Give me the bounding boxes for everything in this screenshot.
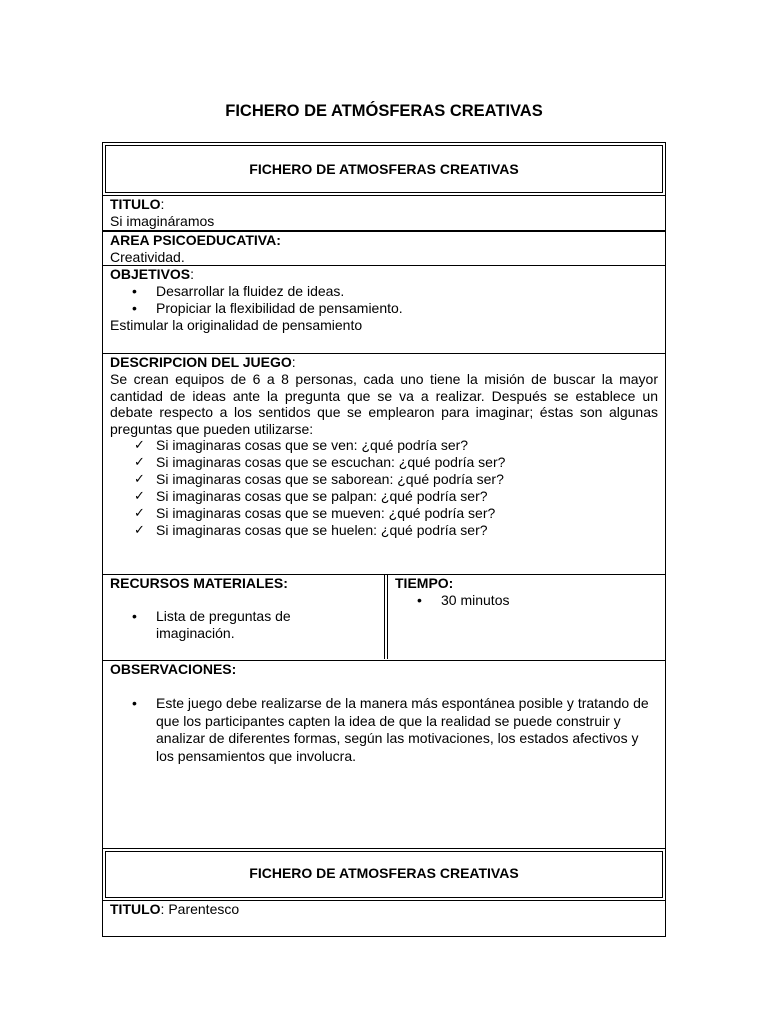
observaciones-list <box>110 695 658 765</box>
objetivos-extra: Estimular la originalidad de pensamiento <box>110 317 363 333</box>
descripcion-text: Se crean equipos de 6 a 8 personas, cada uno tiene la misión de buscar la mayor cantidad de ideas ante la pregunta que se va a realizar. Después se establece un debate respecto a los sentidos que se emplearon para imaginar; éstas son algunas preguntas que pueden utilizarse: <box>110 371 658 437</box>
titulo-value: Si imagináramos <box>110 213 215 229</box>
titulo-label: TITULO <box>110 196 161 212</box>
area-value: Creatividad. <box>110 249 185 265</box>
card2-titulo-value: : Parentesco <box>160 901 240 917</box>
list-item: ✓ Si imaginaras cosas que se huelen: ¿qué podría ser? <box>110 522 658 539</box>
tiempo-label: TIEMPO: <box>395 575 454 591</box>
recursos-list <box>110 608 377 642</box>
list-item: ✓ Si imaginaras cosas que se escuchan: ¿qué podría ser? <box>110 454 658 471</box>
descripcion-cell <box>102 354 666 575</box>
titulo-cell <box>102 196 666 231</box>
list-item: ✓ Si imaginaras cosas que se ven: ¿qué podría ser? <box>110 437 658 454</box>
observaciones-label: OBSERVACIONES: <box>110 661 237 677</box>
list-item: • 30 minutos <box>395 592 658 609</box>
objetivos-colon: : <box>190 266 195 282</box>
recursos-label: RECURSOS MATERIALES: <box>110 575 288 591</box>
list-item: • Desarrollar la fluidez de ideas. <box>110 283 658 300</box>
observaciones-cell <box>102 661 666 849</box>
objetivos-list <box>110 283 658 317</box>
tiempo-list <box>395 592 658 609</box>
list-item: • Este juego debe realizarse de la manera más espontánea posible y tratando de que los participantes capten la idea de que la realidad se puede construir y analizar de diferentes formas, según las motivaciones, los estados afectivos y los pensamientos que involucra. <box>110 695 658 765</box>
list-item: ✓ Si imaginaras cosas que se saborean: ¿qué podría ser? <box>110 471 658 488</box>
list-item: • Propiciar la flexibilidad de pensamiento. <box>110 300 658 317</box>
recursos-tiempo-row <box>102 575 666 661</box>
card2-titulo-label: TITULO <box>110 901 161 917</box>
area-label: AREA PSICOEDUCATIVA: <box>110 232 281 248</box>
card2-titulo-cell <box>102 901 666 937</box>
tiempo-cell <box>387 575 665 659</box>
list-item: • Lista de preguntas de imaginación. <box>110 608 377 642</box>
list-item: ✓ Si imaginaras cosas que se palpan: ¿qué podría ser? <box>110 488 658 505</box>
preguntas-list <box>110 437 658 539</box>
list-item: ✓ Si imaginaras cosas que se mueven: ¿qué podría ser? <box>110 505 658 522</box>
card2-header <box>102 849 666 901</box>
area-cell <box>102 231 666 266</box>
descripcion-colon: : <box>291 354 296 370</box>
card1-header <box>102 142 666 196</box>
titulo-colon: : <box>160 196 165 212</box>
card1-header-text: FICHERO DE ATMOSFERAS CREATIVAS <box>249 161 519 177</box>
page-title: FICHERO DE ATMÓSFERAS CREATIVAS <box>225 102 543 120</box>
objetivos-label: OBJETIVOS <box>110 266 191 282</box>
card2-header-text: FICHERO DE ATMOSFERAS CREATIVAS <box>249 865 519 881</box>
descripcion-label: DESCRIPCION DEL JUEGO <box>110 354 292 370</box>
objetivos-cell <box>102 266 666 354</box>
recursos-cell <box>103 575 385 659</box>
